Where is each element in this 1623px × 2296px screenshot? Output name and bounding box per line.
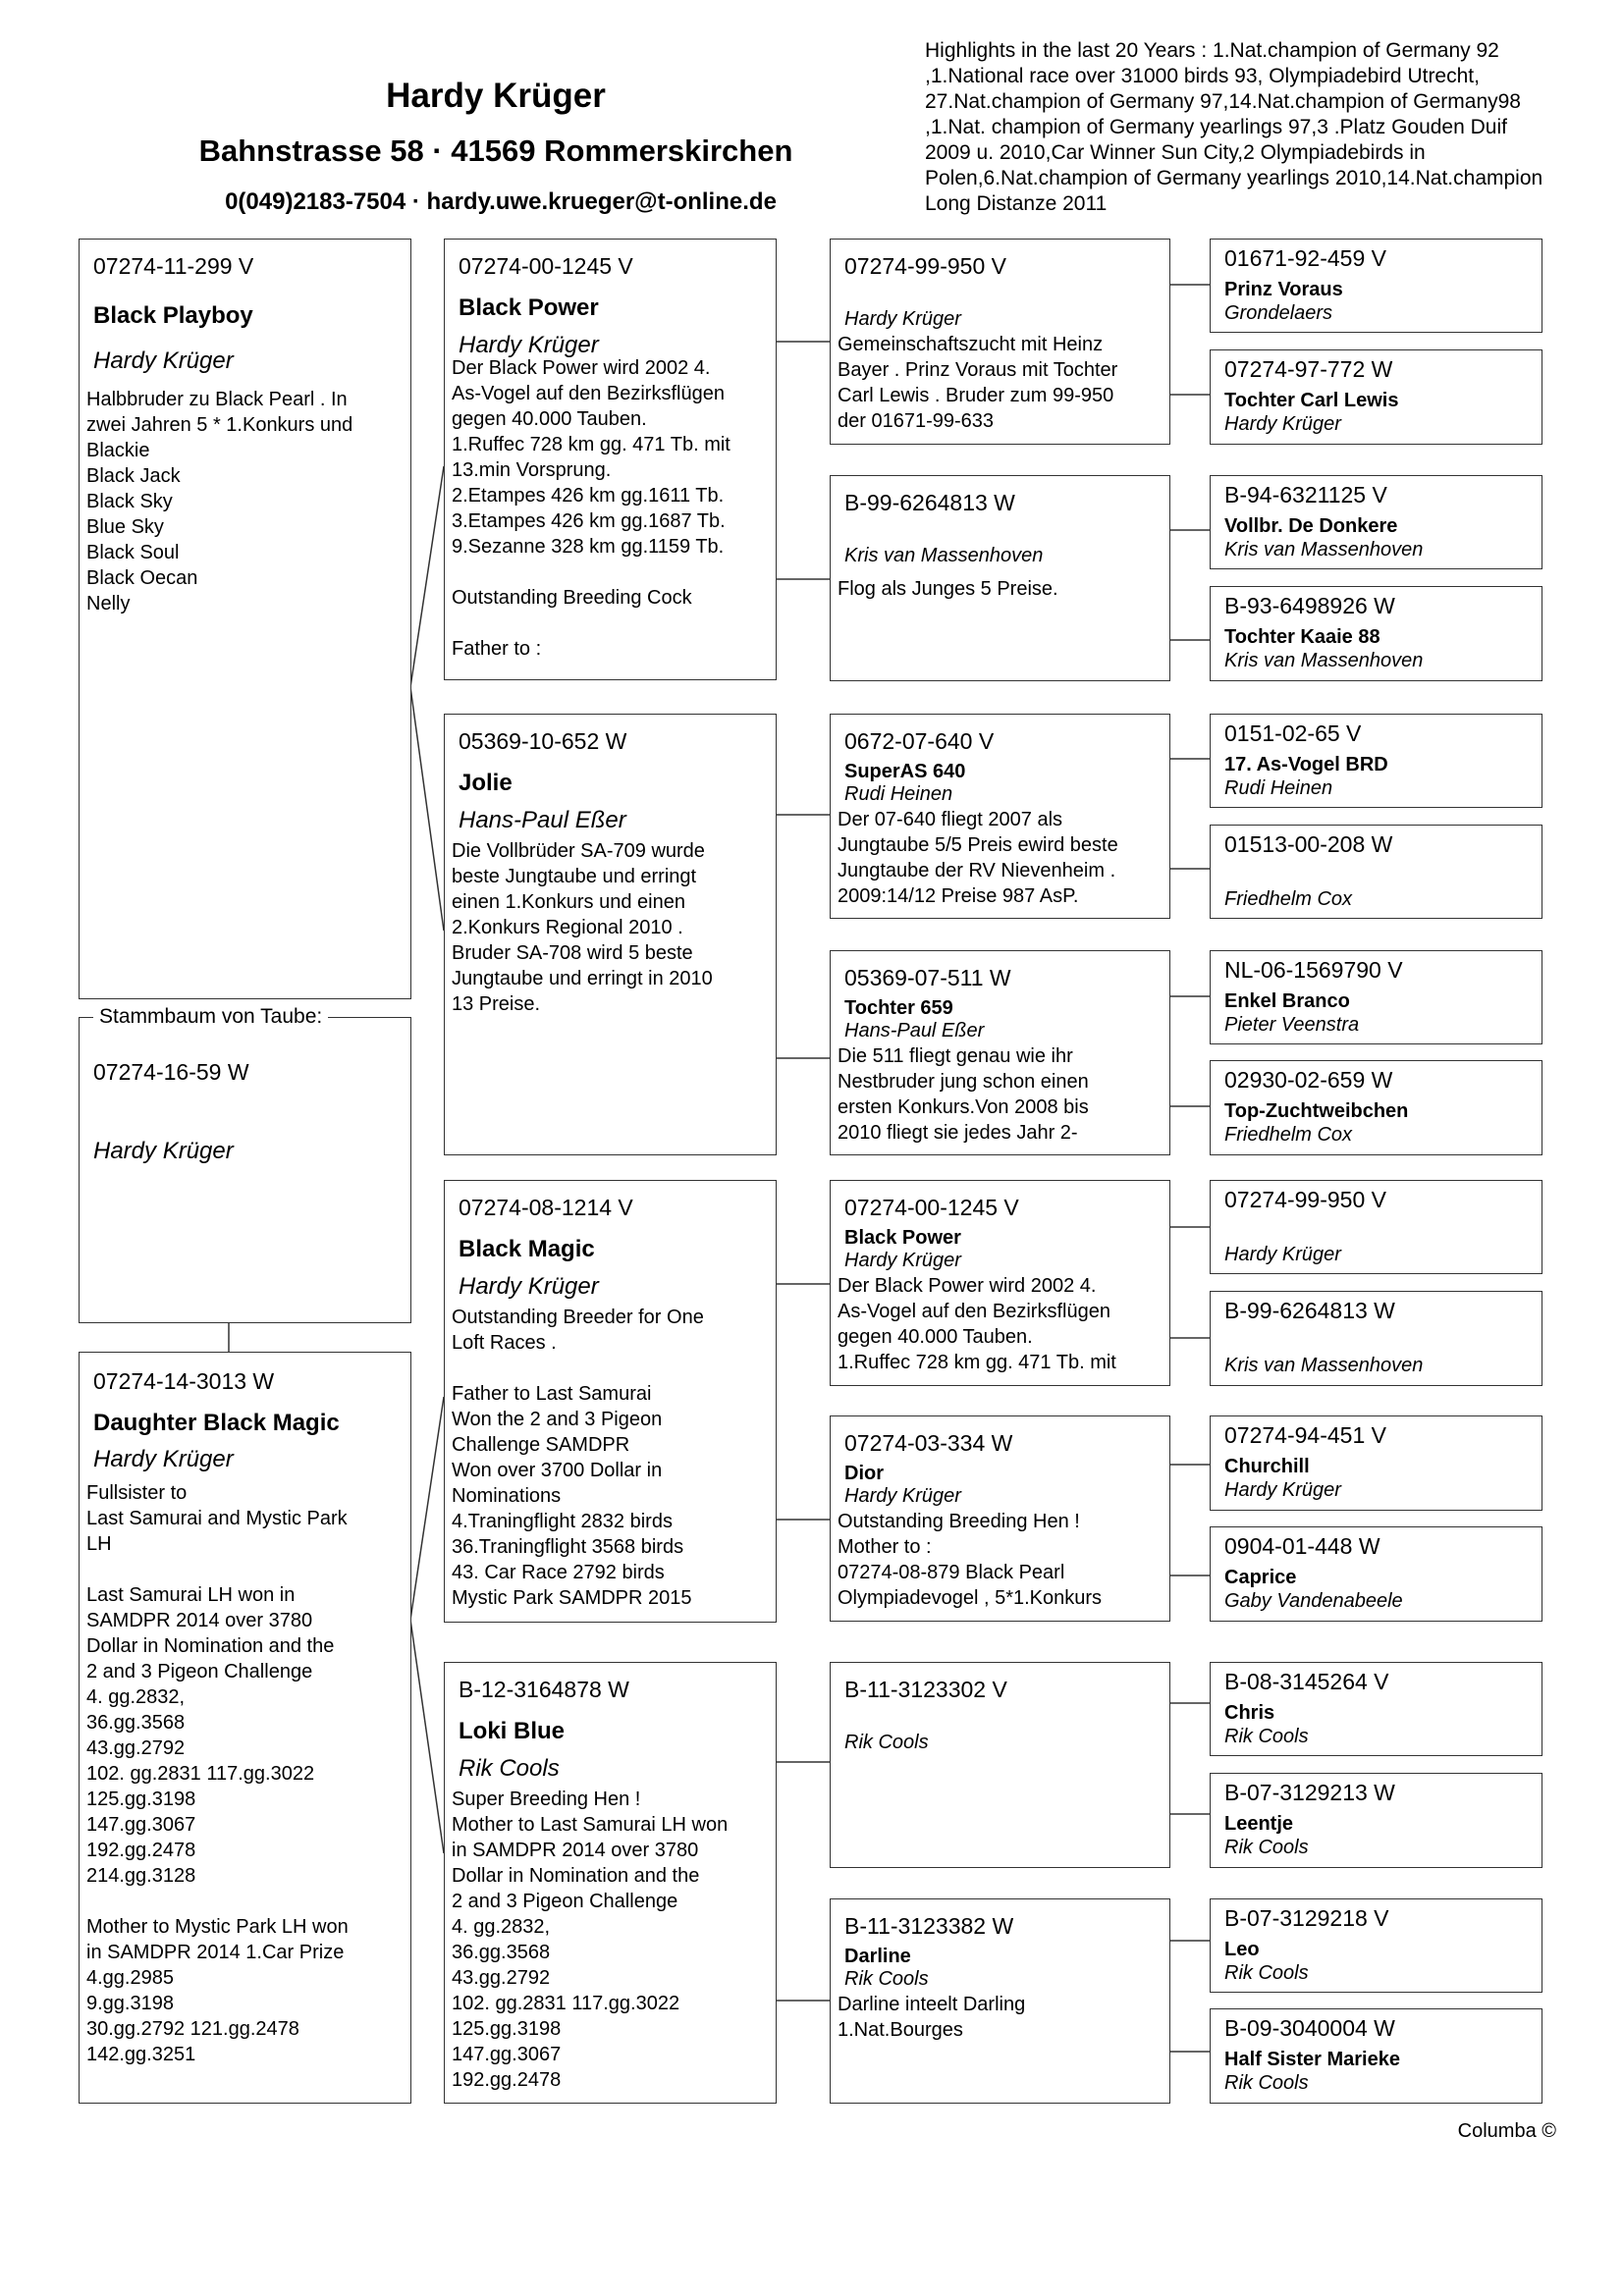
ring-number: B-08-3145264 V (1224, 1669, 1389, 1694)
pigeon-name: Churchill (1224, 1456, 1310, 1477)
ggg-card (1210, 1415, 1542, 1511)
ring-number: NL-06-1569790 V (1224, 957, 1403, 983)
breeder-address: Bahnstrasse 58 · 41569 Rommerskirchen (198, 133, 793, 168)
ggg-card (1210, 1060, 1542, 1155)
ggg-card (1210, 349, 1542, 445)
ggg-card (1210, 2008, 1542, 2104)
footer-copyright: Columba © (1457, 2120, 1556, 2142)
owner-name: Hans-Paul Eßer (459, 807, 626, 833)
owner-name: Hardy Krüger (844, 1250, 961, 1271)
ggg-card (1210, 239, 1542, 333)
owner-name: Rudi Heinen (1224, 777, 1333, 799)
owner-name: Friedhelm Cox (1224, 888, 1353, 910)
owner-name: Kris van Massenhoven (1224, 650, 1424, 671)
pigeon-notes: Outstanding Breeder for One Loft Races . Father to Last Samurai Won the 2 and 3 Pigeon Challenge SAMDPR Won over 3700 Dollar in Nominations 4.Traningflight 2832 birds 36.Traningflight 3568 birds 43. Car Race 2792 birds Mystic Park SAMDPR 2015 (452, 1307, 704, 1609)
pigeon-name: Loki Blue (459, 1718, 566, 1744)
pigeon-notes: Halbbruder zu Black Pearl . In zwei Jahren 5 * 1.Konkurs und Blackie Black Jack Black Sky Blue Sky Black Soul Black Oecan Nelly (86, 389, 353, 614)
pigeon-notes: Der 07-640 fliegt 2007 als Jungtaube 5/5 Preis ewird beste Jungtaube der RV Nievenheim . 2009:14/12 Preise 987 AsP. (838, 809, 1118, 907)
sire-card (79, 239, 411, 999)
owner-name: Rik Cools (1224, 1962, 1309, 1984)
pigeon-notes: Die Vollbrüder SA-709 wurde beste Jungtaube und erringt einen 1.Konkurs und einen 2.Konkurs Regional 2010 . Bruder SA-708 wird 5 beste Jungtaube und erringt in 2010 13 Preise. (452, 840, 713, 1015)
pigeon-name: SuperAS 640 (844, 761, 966, 782)
pigeon-name: Black Playboy (93, 302, 253, 329)
grandparent-card (444, 1662, 777, 2104)
ring-number: 07274-99-950 V (844, 253, 1006, 279)
ring-number: 07274-00-1245 V (844, 1195, 1019, 1220)
ring-number: B-99-6264813 W (844, 490, 1015, 515)
pigeon-name: Vollbr. De Donkere (1224, 515, 1398, 537)
pigeon-name: Caprice (1224, 1567, 1297, 1588)
dam-card (79, 1352, 411, 2104)
owner-name: Hardy Krüger (1224, 1244, 1341, 1265)
ggg-card (1210, 1180, 1542, 1274)
owner-name: Gaby Vandenabeele (1224, 1590, 1403, 1612)
great-grandparent-card (830, 239, 1170, 445)
owner-name: Kris van Massenhoven (1224, 539, 1424, 561)
owner-name: Hardy Krüger (1224, 1479, 1341, 1501)
ring-number: 01513-00-208 W (1224, 831, 1393, 857)
breeder-name: Hardy Krüger (386, 77, 606, 115)
pigeon-notes: Darline inteelt Darling 1.Nat.Bourges (838, 1994, 1026, 2041)
grandparent-card (444, 714, 777, 1155)
pigeon-notes: Fullsister to Last Samurai and Mystic Park LH Last Samurai LH won in SAMDPR 2014 over 3780 Dollar in Nomination and the 2 and 3 Pigeon Challenge 4. gg.2832, 36.gg.3568 43.gg.2792 102. gg.2831 117.gg.3022 125.gg.3198 147.gg.3067 192.gg.2478 214.gg.3128 Mother to Mystic Park LH won in SAMDPR 2014 1.Car Prize 4.gg.2985 9.gg.3198 30.gg.2792 121.gg.2478 142.gg.3251 (86, 1482, 349, 2065)
ring-number: B-12-3164878 W (459, 1677, 629, 1702)
ggg-card (1210, 1773, 1542, 1868)
ring-number: 07274-14-3013 W (93, 1368, 275, 1394)
ring-number: 07274-99-950 V (1224, 1187, 1386, 1212)
owner-name: Hardy Krüger (459, 1273, 599, 1300)
owner-name: Hardy Krüger (844, 1485, 961, 1507)
owner-name: Rik Cools (459, 1755, 560, 1782)
ggg-card (1210, 1898, 1542, 1993)
pigeon-name: 17. As-Vogel BRD (1224, 754, 1388, 775)
ring-number: 0672-07-640 V (844, 728, 995, 754)
great-grandparent-card (830, 950, 1170, 1155)
ring-number: 07274-97-772 W (1224, 356, 1393, 382)
ring-number: B-93-6498926 W (1224, 593, 1395, 618)
great-grandparent-card (830, 1662, 1170, 1868)
pigeon-name: Tochter Carl Lewis (1224, 390, 1399, 411)
great-grandparent-card (830, 1898, 1170, 2104)
pigeon-notes: Gemeinschaftszucht mit Heinz Bayer . Prinz Voraus mit Tochter Carl Lewis . Bruder zum 99-950 der 01671-99-633 (838, 334, 1118, 432)
owner-name: Rik Cools (1224, 1837, 1309, 1858)
owner-name: Friedhelm Cox (1224, 1124, 1353, 1146)
owner-name: Hans-Paul Eßer (844, 1020, 985, 1041)
ring-number: 07274-03-334 W (844, 1430, 1013, 1456)
owner-name: Hardy Krüger (93, 347, 234, 374)
ggg-card (1210, 586, 1542, 681)
pigeon-name: Darline (844, 1946, 911, 1967)
great-grandparent-card (830, 714, 1170, 919)
pigeon-notes: Outstanding Breeding Hen ! Mother to : 07274-08-879 Black Pearl Olympiadevogel , 5*1.Konkurs (838, 1511, 1103, 1609)
grandparent-card (444, 1180, 777, 1623)
pigeon-name: Enkel Branco (1224, 990, 1350, 1012)
owner-name: Rudi Heinen (844, 783, 953, 805)
ggg-card (1210, 1291, 1542, 1386)
pigeon-name: Leo (1224, 1939, 1260, 1960)
pigeon-notes: Die 511 fliegt genau wie ihr Nestbruder jung schon einen ersten Konkurs.Von 2008 bis 2010 fliegt sie jedes Jahr 2- (838, 1045, 1089, 1144)
pigeon-name: Prinz Voraus (1224, 279, 1343, 300)
pigeon-name: Top-Zuchtweibchen (1224, 1100, 1409, 1122)
subject-card (79, 1017, 411, 1323)
owner-name: Rik Cools (844, 1732, 929, 1753)
pigeon-name: Jolie (459, 770, 513, 796)
ggg-card (1210, 1662, 1542, 1756)
pigeon-name: Leentje (1224, 1813, 1294, 1835)
great-grandparent-card (830, 475, 1170, 681)
great-grandparent-card (830, 1415, 1170, 1622)
ring-number: B-94-6321125 V (1224, 482, 1387, 507)
ring-number: 05369-10-652 W (459, 728, 627, 754)
owner-name: Hardy Krüger (844, 308, 961, 330)
ring-number: 07274-00-1245 V (459, 253, 633, 279)
ring-number: B-09-3040004 W (1224, 2015, 1395, 2041)
ring-number: 0904-01-448 W (1224, 1533, 1380, 1559)
grandparent-card (444, 239, 777, 680)
owner-name: Grondelaers (1224, 302, 1333, 324)
pigeon-notes: Super Breeding Hen ! Mother to Last Samurai LH won in SAMDPR 2014 over 3780 Dollar in Nomination and the 2 and 3 Pigeon Challenge 4. gg.2832, 36.gg.3568 43.gg.2792 102. gg.2831 117.gg.3022 125.gg.3198 147.gg.3067 192.gg.2478 (452, 1789, 729, 2091)
stammbaum-label: Stammbaum von Taube: (93, 1005, 328, 1029)
ring-number: 07274-11-299 V (93, 253, 254, 279)
pigeon-name: Half Sister Marieke (1224, 2049, 1400, 2070)
owner-name: Hardy Krüger (459, 332, 599, 358)
ring-number: 07274-16-59 W (93, 1059, 249, 1085)
ring-number: B-99-6264813 W (1224, 1298, 1395, 1323)
ring-number: B-11-3123302 V (844, 1677, 1007, 1702)
pigeon-name: Tochter 659 (844, 997, 953, 1019)
owner-name: Rik Cools (844, 1968, 929, 1990)
ring-number: B-11-3123382 W (844, 1913, 1014, 1939)
highlights-text: Highlights in the last 20 Years : 1.Nat.champion of Germany 92 ,1.National race over 31000 birds 93, Olympiadebird Utrecht, 27.Nat.champion of Germany 97,14.Nat.champion of Germany98 ,1.Nat. champion of Germany yearlings 97,3 .Platz Gouden Duif 2009 u. 2010,Car Winner Sun City,2 Olympiadebirds in Polen,6.Nat.champion of Germany yearlings 2010,14.Nat.champion Long Distanze 2011 (925, 39, 1543, 215)
breeder-contact: 0(049)2183-7504 · hardy.uwe.krueger@t-online.de (225, 188, 777, 215)
ggg-card (1210, 714, 1542, 808)
owner-name: Hardy Krüger (1224, 413, 1341, 435)
ring-number: B-07-3129213 W (1224, 1780, 1395, 1805)
ggg-card (1210, 950, 1542, 1044)
pigeon-name: Black Magic (459, 1236, 595, 1262)
ring-number: B-07-3129218 V (1224, 1905, 1389, 1931)
ggg-card (1210, 475, 1542, 569)
owner-name: Hardy Krüger (93, 1138, 234, 1164)
owner-name: Pieter Veenstra (1224, 1014, 1360, 1036)
ring-number: 05369-07-511 W (844, 965, 1011, 990)
ring-number: 07274-08-1214 V (459, 1195, 633, 1220)
pigeon-name: Tochter Kaaie 88 (1224, 626, 1380, 648)
pigeon-name: Dior (844, 1463, 884, 1484)
owner-name: Kris van Massenhoven (1224, 1355, 1424, 1376)
ring-number: 07274-94-451 V (1224, 1422, 1386, 1448)
owner-name: Rik Cools (1224, 1726, 1309, 1747)
pigeon-notes: Der Black Power wird 2002 4. As-Vogel auf den Bezirksflügen gegen 40.000 Tauben. 1.Ruffec 728 km gg. 471 Tb. mit 13.min Vorsprung. 2.Etampes 426 km gg.1611 Tb. 3.Etampes 426 km gg.1687 Tb. 9.Sezanne 328 km gg.1159 Tb. Outstanding Breeding Cock Father to : (452, 357, 730, 660)
pigeon-notes: Der Black Power wird 2002 4. As-Vogel auf den Bezirksflügen gegen 40.000 Tauben. 1.Ruffec 728 km gg. 471 Tb. mit (838, 1275, 1116, 1373)
ring-number: 02930-02-659 W (1224, 1067, 1393, 1093)
ring-number: 01671-92-459 V (1224, 245, 1386, 271)
pigeon-notes: Flog als Junges 5 Preise. (838, 578, 1058, 600)
pigeon-name: Black Power (844, 1227, 961, 1249)
owner-name: Kris van Massenhoven (844, 545, 1044, 566)
great-grandparent-card (830, 1180, 1170, 1386)
ring-number: 0151-02-65 V (1224, 721, 1362, 746)
owner-name: Hardy Krüger (93, 1446, 234, 1472)
ggg-card (1210, 1526, 1542, 1622)
ggg-card (1210, 825, 1542, 919)
owner-name: Rik Cools (1224, 2072, 1309, 2094)
pigeon-name: Black Power (459, 294, 599, 321)
pigeon-name: Daughter Black Magic (93, 1410, 340, 1436)
pigeon-name: Chris (1224, 1702, 1275, 1724)
